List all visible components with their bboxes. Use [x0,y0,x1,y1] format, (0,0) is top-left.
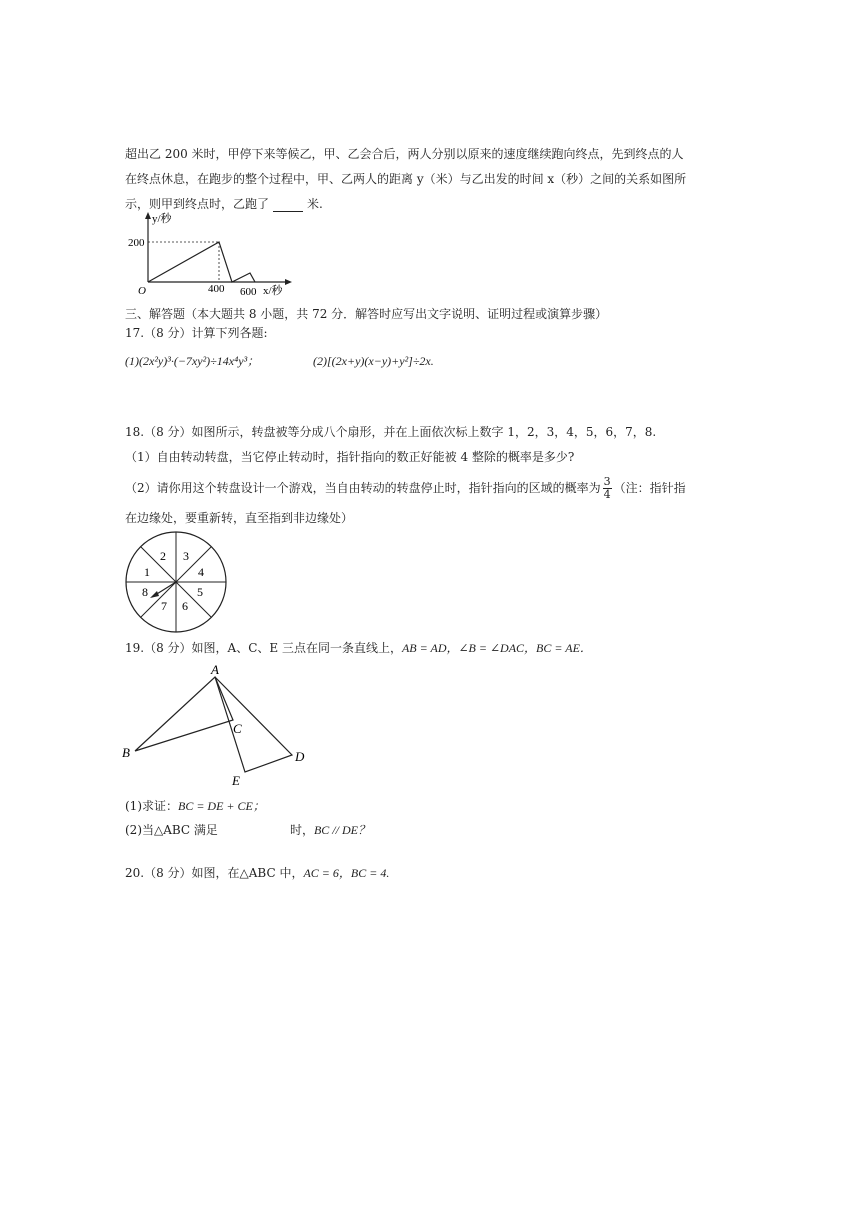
label-B: B [122,745,130,760]
label-D: D [295,749,305,764]
q16-line2: 在终点休息，在跑步的整个过程中，甲、乙两人的距离 y（米）与乙出发的时间 x（秒）之间的关系如图所 [125,172,687,186]
sector-7: 7 [161,599,167,613]
q19-part1-math: BC = DE + CE； [178,799,265,813]
y-axis-label: y/秒 [152,213,172,225]
q20-math: AC = 6，BC = 4. [303,866,390,880]
q18-title: 18.（8 分）如图所示，转盘被等分成八个扇形，并在上面依次标上数字 1，2，3，4，5，6，7，8. [125,425,657,439]
q20-title-text: 20.（8 分）如图，在△ABC 中， [125,866,304,880]
sector-5: 5 [197,585,203,599]
q16-line3-before: 示，则甲到终点时，乙跑了 [125,197,270,211]
label-C: C [233,721,242,736]
sector-8: 8 [142,585,148,599]
label-E: E [232,773,240,788]
x-axis-label: x/秒 [263,285,283,297]
triangle-figure [118,660,318,790]
q18-part2-after: （注：指针指 [613,481,686,495]
q19-title [125,640,592,656]
label-A: A [211,662,219,677]
spinner-wheel [122,530,230,634]
distance-time-graph [128,210,298,302]
origin-label: O [138,285,146,297]
q17-part1: (1)(2x²y)³·(−7xy²)÷14x⁴y³； [125,354,260,368]
q17-title: 17.（8 分）计算下列各题: [125,326,268,340]
q19-title-math: AB = AD，∠B = ∠DAC，BC = AE． [401,641,592,655]
q18-part1: （1）自由转动转盘，当它停止转动时，指针指向的数正好能被 4 整除的概率是多少? [125,450,575,464]
sector-2: 2 [160,549,166,563]
q18-part2 [125,476,686,501]
q18-part2-before: （2）请你用这个转盘设计一个游戏，当自由转动的转盘停止时，指针指向的区域的概率为 [125,481,601,495]
q19-part2-middle: 时， [289,823,314,837]
y-tick-200: 200 [128,237,145,249]
q16-line1: 超出乙 200 米时，甲停下来等候乙，甲、乙会合后，两人分别以原来的速度继续跑向终点，先到终点的人 [125,147,684,161]
x-tick-400: 400 [208,283,225,295]
q20-title [125,865,389,881]
q17-part2: (2)[(2x+y)(x−y)+y²]÷2x. [313,354,434,368]
fraction-denominator: 4 [603,488,611,501]
q16-line3-after: 米. [307,197,323,211]
q19-part2 [125,822,370,838]
q19-part1 [125,798,265,814]
q18-part2-line2: 在边缘处，要重新转，直至指到非边缘处） [125,511,354,525]
section3-heading: 三、解答题（本大题共 8 小题，共 72 分．解答时应写出文字说明、证明过程或演算步骤） [125,307,608,321]
q19-part1-label: (1)求证： [125,799,178,813]
sector-4: 4 [198,565,204,579]
q19-part2-before: (2)当△ABC 满足 [125,823,218,837]
sector-3: 3 [183,549,189,563]
q19-part2-math: BC // DE？ [313,823,370,837]
sector-1: 1 [144,565,150,579]
sector-6: 6 [182,599,188,613]
q19-title-text: 19.（8 分）如图，A、C、E 三点在同一条直线上， [125,641,402,655]
probability-fraction [603,476,612,501]
x-tick-600: 600 [240,286,257,298]
fraction-numerator: 3 [603,475,611,488]
